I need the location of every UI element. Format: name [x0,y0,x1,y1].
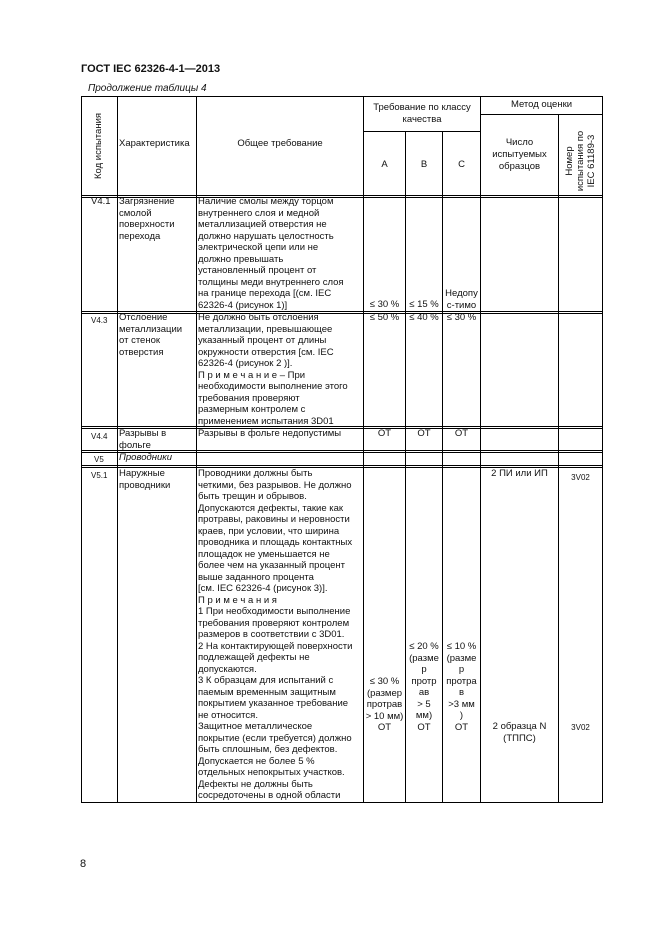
header-class-a: A [381,159,388,170]
row-characteristic: Загрязнение смолой поверхности перехода [119,196,175,242]
row-characteristic: Разрывы в фольге [119,428,167,451]
row-code: V4.4 [91,432,108,441]
row-characteristic: Наружные проводники [119,468,171,491]
col-divider [196,96,197,803]
page-header-title: ГОСТ IEC 62326-4-1—2013 [81,63,221,75]
col-divider [558,114,559,803]
row-requirement: Наличие смолы между торцом внутреннего слоя и медной металлизацией отверстия не должно нарушать целостность электрической цепи или не должно превышать установленный процент от толщины меди внутреннего слоя на границе перехода [(см. IEC 62326-4 (рисунок 1)] [198,196,344,311]
header-samples: Число испытуемых образцов [492,137,547,172]
row-requirement: Разрывы в фольге недопустимы [198,428,342,439]
table-border-bottom [81,802,603,803]
col-divider [117,96,118,803]
row-class-a: ОТ [377,428,392,439]
row-characteristic: Проводники [119,452,173,463]
row-characteristic: Отслоение металлизации от стенок отверстия [119,312,183,358]
header-method-group: Метод оценки [510,99,573,110]
row-samples: 2 ПИ или ИП [491,468,548,479]
table-border-top [81,96,603,97]
row-class-c: Недопу с-тимо [445,288,478,311]
row-class-a: ≤ 30 % (размер протрав > 10 мм) ОТ [365,676,404,733]
quality-group-divider [363,131,481,132]
row-divider [81,465,603,466]
row-class-b: ОТ [417,428,431,439]
row-class-b: ≤ 15 % [409,299,439,310]
row-requirement: Не должно быть отслоения металлизации, превышающее указанный процент от длины окружности отверстия [см. IEC 62326-4 (рисунок 2 )]. П р и м е ч а н и е – При необходимости выполнение этого требования проверяют размерным контролем с применением испытания 3D01 [198,312,348,427]
header-requirement: Общее требование [237,138,323,149]
header-class-c: C [458,159,465,170]
row-test-number: 3V02 [571,723,590,732]
row-requirement: Проводники должны быть четкими, без разрывов. Не должно быть трещин и обрывов. Допускаются дефекты, такие как протравы, раковины и неровности краев, при условии, что ширина проводника и площадь контактных площадок не уменьшается не более чем на указанный процент выше заданного процента [см. IEC 62326-4 (рисунок 3)]. П р и м е ч а н и я 1 При необходимости выполнение требования проверяют контролем размеров в соответствии с 3D01. 2 На контактирующей поверхности подлежащей дефекты не допускаются. 3 К образцам для испытаний с паемым временным защитным покрытием указанное требование не относится. Защитное металлическое покрытие (если требуется) должно быть сплошным, без дефектов. Допускается не более 5 % отдельных непокрытых участков. Дефекты не должны быть сосредоточены в одной области [198,468,353,801]
row-code: V5 [94,455,104,464]
header-characteristic: Характеристика [119,138,190,149]
row-class-b: ≤ 20 % (разме р протр ав > 5 мм) ОТ [409,641,439,733]
row-class-c: ≤ 10 % (разме р протра в >3 мм ) ОТ [446,641,477,733]
row-test-number: 3V02 [571,473,590,482]
col-divider [480,96,481,803]
row-class-a: ≤ 30 % [369,299,400,310]
header-test-number: Номер испытания по IEC 61189-3 [564,130,597,192]
header-code: Код испытания [93,112,104,180]
header-class-b: B [420,159,428,170]
row-code: V5.1 [91,471,108,480]
row-code: V4.1 [91,196,111,207]
table-continuation-caption: Продолжение таблицы 4 [88,83,207,94]
row-code: V4.3 [91,316,108,325]
page-number: 8 [80,858,87,870]
row-class-a: ≤ 50 % [369,312,400,323]
row-samples: 2 образца N (ТППС) [492,721,547,744]
table-border-right [602,96,603,803]
row-class-c: ОТ [454,428,469,439]
row-class-b: ≤ 40 % [409,312,439,323]
table-border-left [81,96,82,803]
row-class-c: ≤ 30 % [446,312,477,323]
method-group-divider [480,114,603,115]
header-quality-group: Требование по классу качества [373,102,471,125]
requirements-table [81,96,603,803]
